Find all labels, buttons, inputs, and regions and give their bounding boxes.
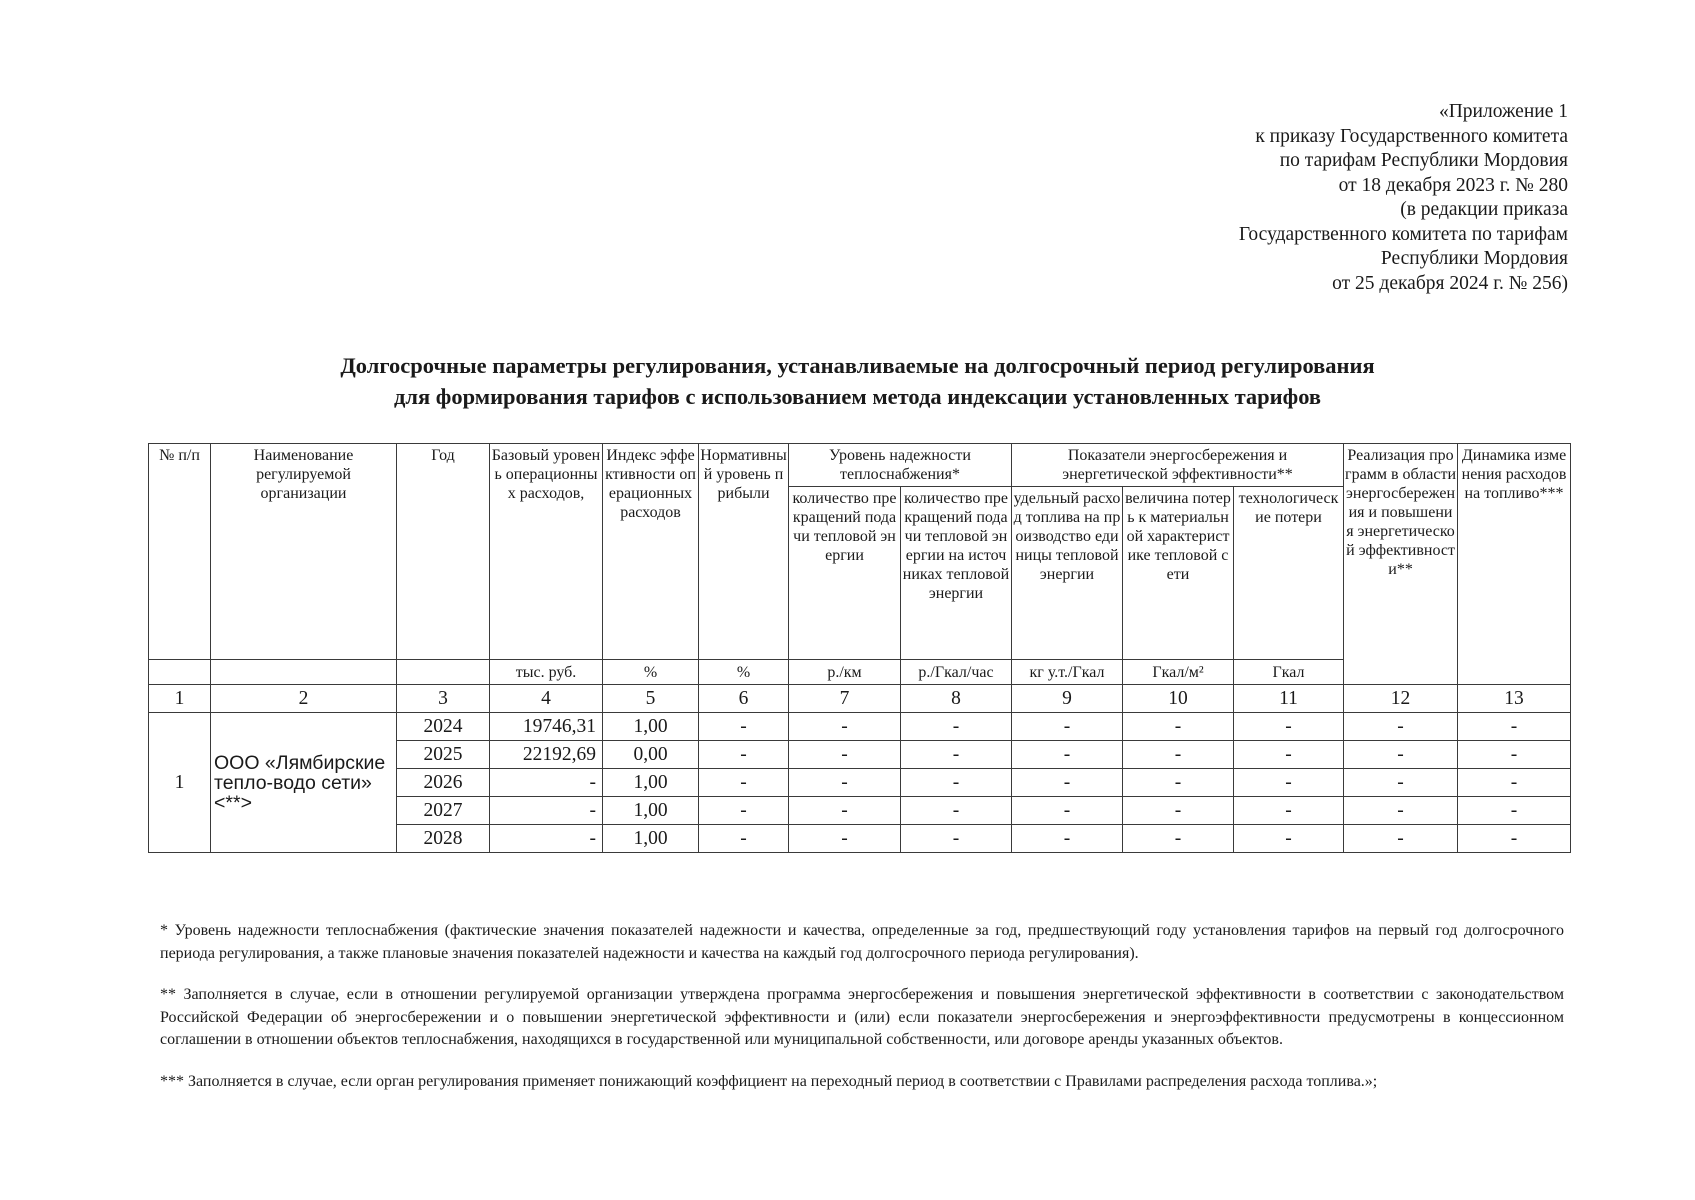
header-pp: № п/п <box>149 444 211 660</box>
year-cell: 2027 <box>397 797 490 825</box>
column-number: 10 <box>1123 685 1234 713</box>
column-number: 3 <box>397 685 490 713</box>
value-cell: - <box>901 713 1012 741</box>
column-number: 11 <box>1234 685 1344 713</box>
org-number: 1 <box>149 713 211 853</box>
column-number: 5 <box>603 685 699 713</box>
value-cell: - <box>1458 741 1571 769</box>
value-cell: - <box>1344 713 1458 741</box>
value-cell: - <box>1123 797 1234 825</box>
index-cell: 1,00 <box>603 797 699 825</box>
year-cell: 2026 <box>397 769 490 797</box>
value-cell: - <box>1012 825 1123 853</box>
index-cell: 1,00 <box>603 825 699 853</box>
unit-empty <box>211 660 397 685</box>
unit-cell: кг у.т./Гкал <box>1012 660 1123 685</box>
column-number: 12 <box>1344 685 1458 713</box>
value-cell: - <box>901 797 1012 825</box>
column-number: 8 <box>901 685 1012 713</box>
header-energy-2: величина потерь к материальной характеристике тепловой сети <box>1123 487 1234 660</box>
value-cell: - <box>1458 769 1571 797</box>
column-number: 7 <box>789 685 901 713</box>
unit-cell: Гкал/м² <box>1123 660 1234 685</box>
value-cell: - <box>789 797 901 825</box>
value-cell: - <box>699 825 789 853</box>
unit-cell: % <box>603 660 699 685</box>
unit-cell: р./км <box>789 660 901 685</box>
footnotes <box>160 920 1564 1112</box>
footnote: * Уровень надежности теплоснабжения (фактические значения показателей надежности и качества, определенные за год, предшествующий году установления тарифов на первый год долгосрочного периода регулирования, а также плановые значения показателей надежности и качества на каждый год долгосрочного периода регулирования). <box>160 922 1564 962</box>
base-cell: 19746,31 <box>490 713 603 741</box>
title-line: Долгосрочные параметры регулирования, устанавливаемые на долгосрочный период регулирования <box>340 353 1375 378</box>
header-line: Государственного комитета по тарифам <box>1238 223 1568 245</box>
header-energy-group: Показатели энергосбережения и энергетической эффективности** <box>1012 444 1344 487</box>
value-cell: - <box>789 713 901 741</box>
column-number: 6 <box>699 685 789 713</box>
header-line: (в редакции приказа <box>1400 199 1568 220</box>
header-programs: Реализация программ в области энергосбережения и повышения энергетической эффективности** <box>1344 444 1458 685</box>
document-title <box>150 350 1565 412</box>
header-reliability-1: количество прекращений подачи тепловой энергии <box>789 487 901 660</box>
unit-empty <box>149 660 211 685</box>
header-line: «Приложение 1 <box>1438 101 1568 122</box>
header-year: Год <box>397 444 490 660</box>
header-line: от 18 декабря 2023 г. № 280 <box>1338 174 1568 196</box>
unit-empty <box>397 660 490 685</box>
value-cell: - <box>1234 741 1344 769</box>
value-cell: - <box>1012 741 1123 769</box>
index-cell: 0,00 <box>603 741 699 769</box>
title-line: для формирования тарифов с использованием метода индексации установленных тарифов <box>393 384 1322 409</box>
header-fuel: Динамика изменения расходов на топливо*** <box>1458 444 1571 685</box>
value-cell: - <box>1344 797 1458 825</box>
value-cell: - <box>699 713 789 741</box>
header-line: от 25 декабря 2024 г. № 256) <box>1332 272 1568 294</box>
header-row <box>149 444 1571 487</box>
regulation-parameters-table <box>148 443 1571 853</box>
base-cell: - <box>490 825 603 853</box>
unit-cell: тыс. руб. <box>490 660 603 685</box>
header-profit: Нормативный уровень прибыли <box>699 444 789 660</box>
value-cell: - <box>789 769 901 797</box>
column-number: 1 <box>149 685 211 713</box>
value-cell: - <box>1344 741 1458 769</box>
year-cell: 2024 <box>397 713 490 741</box>
value-cell: - <box>901 769 1012 797</box>
value-cell: - <box>1123 741 1234 769</box>
year-cell: 2028 <box>397 825 490 853</box>
index-cell: 1,00 <box>603 713 699 741</box>
value-cell: - <box>1012 769 1123 797</box>
value-cell: - <box>1123 769 1234 797</box>
footnote: *** Заполняется в случае, если орган регулирования применяет понижающий коэффициент на переходный период в соответствии с Правилами распределения расхода топлива.»; <box>160 1072 1378 1090</box>
base-cell: - <box>490 769 603 797</box>
value-cell: - <box>1458 797 1571 825</box>
value-cell: - <box>699 797 789 825</box>
year-cell: 2025 <box>397 741 490 769</box>
value-cell: - <box>1234 825 1344 853</box>
value-cell: - <box>1234 713 1344 741</box>
value-cell: - <box>901 825 1012 853</box>
value-cell: - <box>1123 713 1234 741</box>
value-cell: - <box>699 769 789 797</box>
value-cell: - <box>1234 797 1344 825</box>
header-energy-1: удельный расход топлива на производство единицы тепловой энергии <box>1012 487 1123 660</box>
value-cell: - <box>699 741 789 769</box>
header-reliability-2: количество прекращений подачи тепловой энергии на источниках тепловой энергии <box>901 487 1012 660</box>
value-cell: - <box>789 741 901 769</box>
base-cell: - <box>490 797 603 825</box>
header-energy-3: технологические потери <box>1234 487 1344 660</box>
column-number: 9 <box>1012 685 1123 713</box>
value-cell: - <box>1344 769 1458 797</box>
value-cell: - <box>1234 769 1344 797</box>
table-row <box>149 713 1571 741</box>
column-number: 13 <box>1458 685 1571 713</box>
value-cell: - <box>1344 825 1458 853</box>
index-cell: 1,00 <box>603 769 699 797</box>
column-number: 4 <box>490 685 603 713</box>
unit-cell: р./Гкал/час <box>901 660 1012 685</box>
unit-cell: % <box>699 660 789 685</box>
footnote: ** Заполняется в случае, если в отношении регулируемой организации утверждена программа энергосбережения и повышения энергетической эффективности в соответствии с законодательством Российской Федерации об энергосбережении и о повышении энергетической эффективности и (или) если показатели энергосбережения и энергоэффективности предусмотрены в концессионном соглашении в отношении объектов теплоснабжения, находящихся в государственной или муниципальной собственности, или договоре аренды указанных объектов. <box>160 986 1564 1048</box>
header-index: Индекс эффективности операционных расходов <box>603 444 699 660</box>
org-name: ООО «Лямбирские тепло-водо сети» <**> <box>211 713 397 853</box>
header-line: к приказу Государственного комитета <box>1255 125 1568 147</box>
value-cell: - <box>1458 825 1571 853</box>
value-cell: - <box>901 741 1012 769</box>
appendix-header <box>1239 100 1568 296</box>
header-reliability-group: Уровень надежности теплоснабжения* <box>789 444 1012 487</box>
value-cell: - <box>1012 713 1123 741</box>
header-base: Базовый уровень операционных расходов, <box>490 444 603 660</box>
header-line: Республики Мордовия <box>1380 248 1568 269</box>
value-cell: - <box>1012 797 1123 825</box>
base-cell: 22192,69 <box>490 741 603 769</box>
unit-cell: Гкал <box>1234 660 1344 685</box>
header-line: по тарифам Республики Мордовия <box>1279 150 1568 171</box>
value-cell: - <box>1123 825 1234 853</box>
column-number-row <box>149 685 1571 713</box>
value-cell: - <box>1458 713 1571 741</box>
value-cell: - <box>789 825 901 853</box>
column-number: 2 <box>211 685 397 713</box>
header-org: Наименование регулируемой организации <box>211 444 397 660</box>
